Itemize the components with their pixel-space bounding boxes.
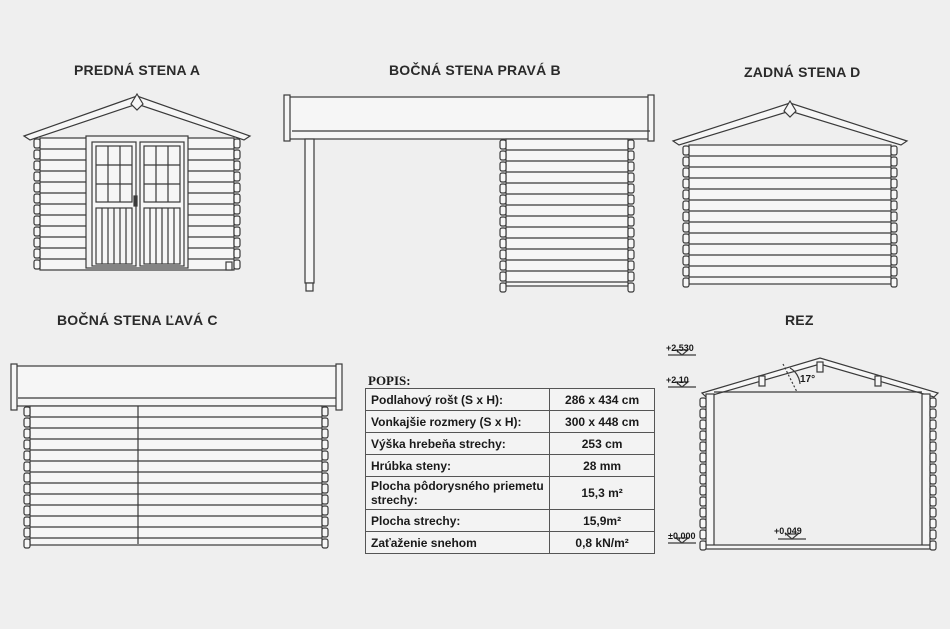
section-log-end <box>700 530 706 539</box>
spec-label: Hrúbka steny: <box>366 455 550 477</box>
right-log-end <box>628 228 634 237</box>
roof-angle-label: 17° <box>800 374 816 385</box>
front-log-end <box>34 238 40 247</box>
spec-row <box>366 532 655 554</box>
left-log-end <box>24 495 30 504</box>
spec-row <box>366 455 655 477</box>
level-ridge: +2,530 <box>666 343 694 353</box>
front-log-end <box>234 172 240 181</box>
section-log-end <box>930 453 936 462</box>
left-log-end <box>24 528 30 537</box>
right-log-end <box>628 195 634 204</box>
section-log-end <box>930 541 936 550</box>
back-log-end <box>891 157 897 166</box>
right-log-end <box>500 217 506 226</box>
right-log-end <box>500 206 506 215</box>
left-log-end <box>24 440 30 449</box>
front-log-end <box>34 260 40 269</box>
front-log-end <box>34 227 40 236</box>
back-log-end <box>683 201 689 210</box>
section-log-end <box>700 508 706 517</box>
left-log-end <box>24 418 30 427</box>
level-eave: +2,10 <box>666 375 689 385</box>
back-log-end <box>891 212 897 221</box>
back-log-end <box>683 245 689 254</box>
section-log-end <box>700 431 706 440</box>
front-log-end <box>234 150 240 159</box>
spec-value: 0,8 kN/m² <box>550 532 655 554</box>
left-log-end <box>322 418 328 427</box>
back-log-end <box>683 256 689 265</box>
section-wall-right <box>922 394 930 548</box>
front-door-handle <box>134 196 137 206</box>
left-log-end <box>24 473 30 482</box>
left-log-end <box>24 517 30 526</box>
back-log-end <box>683 146 689 155</box>
section-wall-left <box>706 394 714 548</box>
section-log-end <box>930 420 936 429</box>
spec-row <box>366 510 655 532</box>
front-log-end <box>234 194 240 203</box>
section-log-end <box>930 442 936 451</box>
back-log-end <box>683 212 689 221</box>
right-log-end <box>628 250 634 259</box>
back-wall-title: ZADNÁ STENA D <box>744 64 861 80</box>
spec-value: 28 mm <box>550 455 655 477</box>
right-log-end <box>500 173 506 182</box>
right-roof-end-right <box>648 95 654 141</box>
popis-label: POPIS: <box>368 373 411 388</box>
right-log-end <box>628 162 634 171</box>
section-log-end <box>700 398 706 407</box>
left-log-end <box>24 407 30 416</box>
section-log-end <box>700 420 706 429</box>
right-log-end <box>628 272 634 281</box>
section-log-end <box>930 508 936 517</box>
front-log-end <box>34 150 40 159</box>
left-wall-drawing <box>11 364 342 548</box>
section-log-end <box>930 497 936 506</box>
back-log-end <box>683 190 689 199</box>
back-log-end <box>683 267 689 276</box>
right-log-end <box>500 162 506 171</box>
back-log-end <box>683 157 689 166</box>
front-log-end <box>234 161 240 170</box>
left-log-end <box>24 484 30 493</box>
section-log-end <box>930 530 936 539</box>
right-log-end <box>500 261 506 270</box>
front-log-end <box>234 183 240 192</box>
back-log-end <box>683 278 689 287</box>
spec-value: 15,3 m² <box>550 477 655 510</box>
back-log-end <box>891 190 897 199</box>
section-log-end <box>700 409 706 418</box>
left-log-end <box>24 462 30 471</box>
right-log-end <box>628 206 634 215</box>
right-log-end <box>500 239 506 248</box>
left-log-end <box>322 517 328 526</box>
section-log-end <box>700 464 706 473</box>
section-log-end <box>930 519 936 528</box>
front-log-end <box>34 216 40 225</box>
right-wall-drawing <box>284 95 654 292</box>
section-log-end <box>700 453 706 462</box>
back-ridge-finial <box>784 101 796 117</box>
spec-label: Vonkajšie rozmery (S x H): <box>366 411 550 433</box>
section-log-end <box>930 475 936 484</box>
spec-row <box>366 477 655 510</box>
front-ridge-finial <box>131 94 143 110</box>
back-log-end <box>891 267 897 276</box>
right-log-end <box>500 250 506 259</box>
section-floor <box>706 545 930 549</box>
spec-label: Výška hrebeňa strechy: <box>366 433 550 455</box>
section-purlin <box>759 376 765 386</box>
front-log-end <box>234 216 240 225</box>
back-log-end <box>683 223 689 232</box>
left-log-end <box>322 440 328 449</box>
spec-row <box>366 411 655 433</box>
left-log-end <box>322 506 328 515</box>
spec-value: 253 cm <box>550 433 655 455</box>
front-downpipe <box>226 262 232 270</box>
section-title: REZ <box>785 312 814 328</box>
left-wall-logs <box>24 406 328 548</box>
section-log-end <box>930 464 936 473</box>
section-purlin <box>875 376 881 386</box>
section-log-end <box>700 486 706 495</box>
right-roof <box>286 97 652 139</box>
back-wall-logs <box>683 145 897 287</box>
back-log-end <box>891 179 897 188</box>
left-log-end <box>322 495 328 504</box>
spec-label: Podlahový rošt (S x H): <box>366 389 550 411</box>
spec-table <box>365 388 655 554</box>
left-log-end <box>24 451 30 460</box>
left-log-end <box>322 539 328 548</box>
spec-value: 300 x 448 cm <box>550 411 655 433</box>
right-log-end <box>628 239 634 248</box>
right-log-end <box>500 283 506 292</box>
back-log-end <box>891 278 897 287</box>
front-log-end <box>234 260 240 269</box>
front-log-end <box>34 249 40 258</box>
back-log-end <box>683 179 689 188</box>
front-log-end <box>234 238 240 247</box>
right-log-end <box>628 217 634 226</box>
front-log-end <box>234 227 240 236</box>
back-log-end <box>891 223 897 232</box>
back-wall-drawing <box>673 101 907 287</box>
left-log-end <box>24 429 30 438</box>
left-log-end <box>322 407 328 416</box>
section-wall-logs <box>700 398 936 550</box>
section-log-end <box>700 541 706 550</box>
back-log-end <box>891 146 897 155</box>
left-log-end <box>322 462 328 471</box>
front-log-end <box>34 139 40 148</box>
right-log-end <box>628 261 634 270</box>
back-log-end <box>891 234 897 243</box>
right-log-end <box>500 228 506 237</box>
section-log-end <box>930 398 936 407</box>
right-log-end <box>628 173 634 182</box>
level-ground: ±0,000 <box>668 531 696 541</box>
section-log-end <box>930 431 936 440</box>
section-log-end <box>700 442 706 451</box>
left-roof-end-right <box>336 364 342 410</box>
front-wall-title: PREDNÁ STENA A <box>74 62 201 78</box>
left-log-end <box>322 484 328 493</box>
front-wall-drawing <box>24 94 250 270</box>
left-roof-end-left <box>11 364 17 410</box>
right-log-end <box>500 184 506 193</box>
left-log-end <box>24 506 30 515</box>
left-log-end <box>322 473 328 482</box>
right-post-foot <box>306 283 313 291</box>
spec-label: Zaťaženie snehom <box>366 532 550 554</box>
front-log-end <box>34 183 40 192</box>
front-log-end <box>34 161 40 170</box>
right-log-end <box>500 151 506 160</box>
right-log-end <box>628 283 634 292</box>
front-log-end <box>34 205 40 214</box>
spec-label: Plocha pôdorysného priemetu strechy: <box>366 477 550 510</box>
right-log-end <box>628 140 634 149</box>
right-log-end <box>500 140 506 149</box>
right-roof-end-left <box>284 95 290 141</box>
back-log-end <box>891 201 897 210</box>
right-log-end <box>628 151 634 160</box>
level-floor: +0,049 <box>774 526 802 536</box>
left-log-end <box>322 451 328 460</box>
section-log-end <box>700 497 706 506</box>
back-log-end <box>683 234 689 243</box>
left-log-end <box>322 429 328 438</box>
right-log-end <box>628 184 634 193</box>
back-log-end <box>891 168 897 177</box>
left-wall-title: BOČNÁ STENA ĽAVÁ C <box>57 312 218 328</box>
spec-value: 15,9m² <box>550 510 655 532</box>
back-log-body <box>689 145 891 284</box>
spec-label: Plocha strechy: <box>366 510 550 532</box>
right-wall-logs <box>500 139 634 292</box>
section-log-end <box>700 475 706 484</box>
right-wall-title: BOČNÁ STENA PRAVÁ B <box>389 62 561 78</box>
section-log-end <box>930 486 936 495</box>
left-log-end <box>24 539 30 548</box>
front-log-end <box>34 172 40 181</box>
right-canopy-post <box>305 139 314 283</box>
front-log-end <box>234 205 240 214</box>
back-log-end <box>891 245 897 254</box>
left-log-body <box>30 406 322 545</box>
spec-row <box>366 389 655 411</box>
left-roof <box>14 366 338 406</box>
section-log-end <box>700 519 706 528</box>
section-log-end <box>930 409 936 418</box>
spec-row <box>366 433 655 455</box>
left-log-end <box>322 528 328 537</box>
front-log-end <box>34 194 40 203</box>
right-log-end <box>500 195 506 204</box>
front-log-end <box>234 139 240 148</box>
right-log-end <box>500 272 506 281</box>
back-log-end <box>683 168 689 177</box>
front-log-end <box>234 249 240 258</box>
back-log-end <box>891 256 897 265</box>
section-purlin <box>817 362 823 372</box>
spec-value: 286 x 434 cm <box>550 389 655 411</box>
